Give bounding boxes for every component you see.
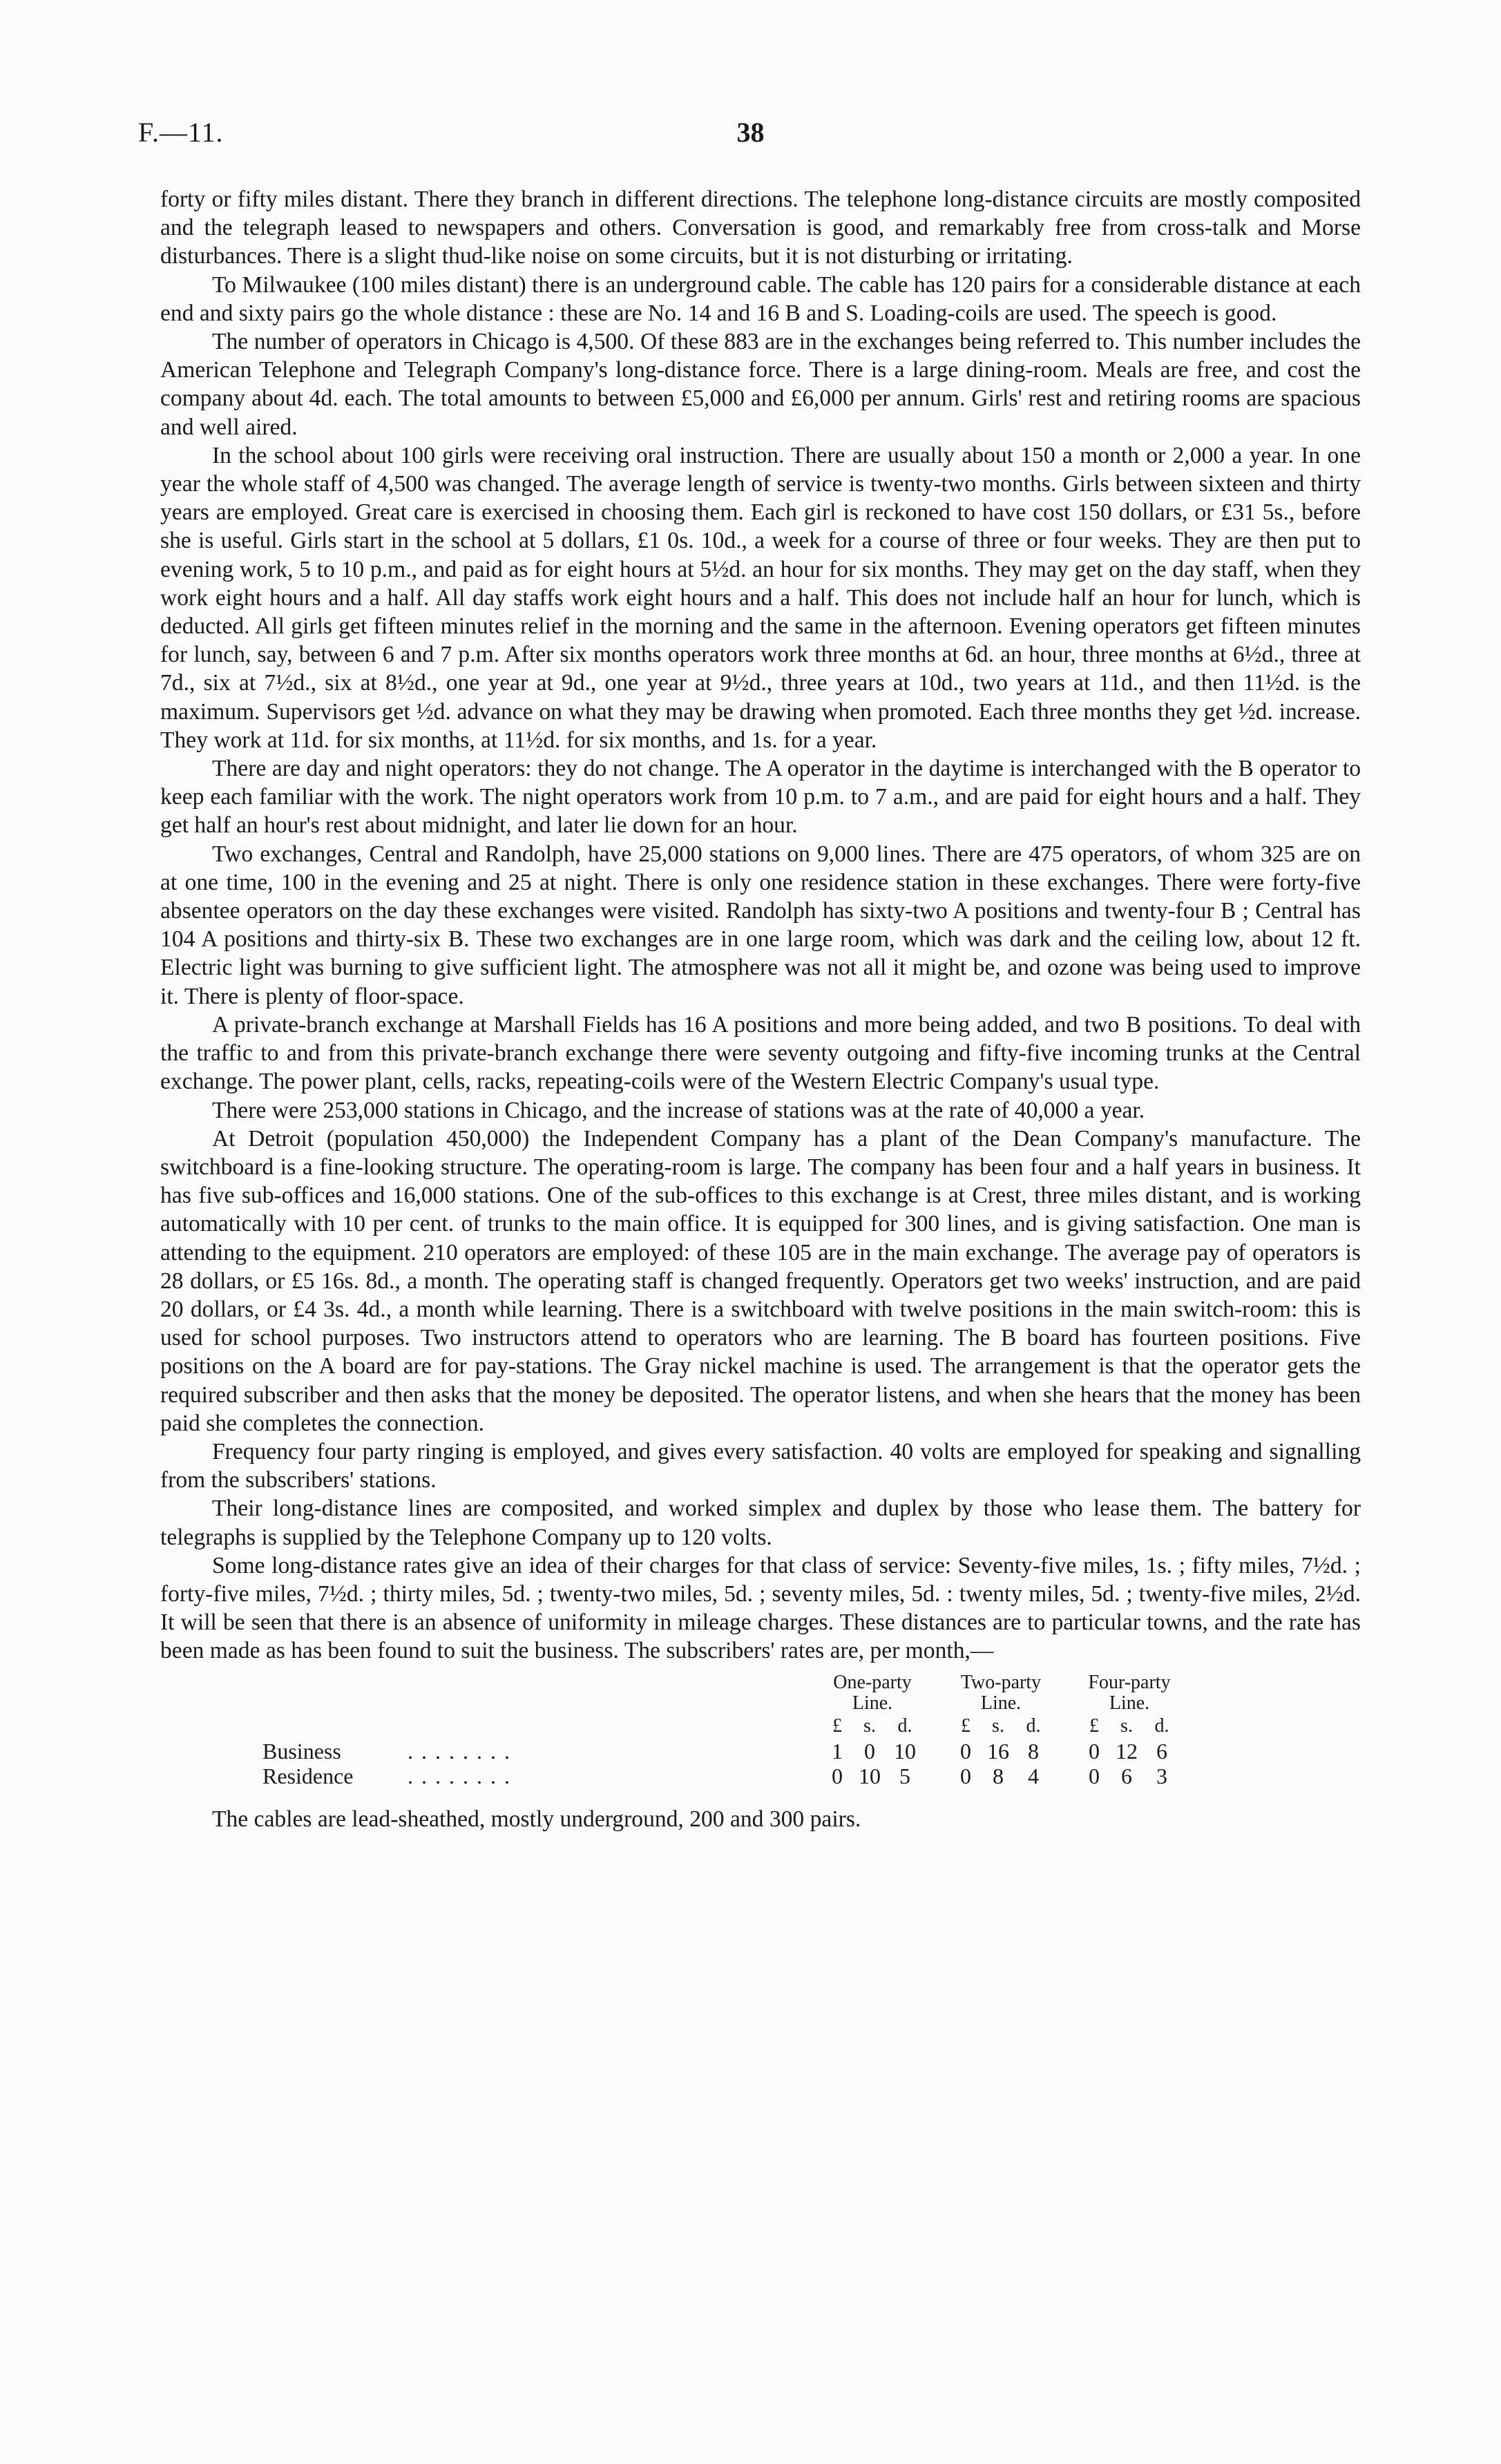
- unit-label: d.: [897, 1715, 912, 1737]
- column-header: Two-party Line.: [960, 1671, 1042, 1714]
- paragraph: The number of operators in Chicago is 4,500. Of these 883 are in the exchanges being referred to. This number includes the American Telephone and Telegraph Company's long-distance force. There is a large dining-room. Meals are free, and cost the company about 4d. each. The total amounts to between £5,000 and £6,000 per annum. Girls' rest and retiring rooms are spacious and well aired.: [160, 329, 1361, 440]
- paragraph: Frequency four party ringing is employed, and gives every satisfaction. 40 volts are employed for speaking and signalling from the subscribers' stations.: [160, 1438, 1361, 1493]
- unit-label: £: [832, 1715, 842, 1737]
- table-cell: 0: [960, 1738, 971, 1764]
- column-header: One-party Line.: [833, 1671, 912, 1714]
- paragraph: There are day and night operators: they do not change. The A operator in the daytime is interchanged with the B operator to keep each familiar with the work. The night operators work from 10 p.m. to 7 a.m., and are paid for eight hours and a half. They get half an hour's rest about midnight, and later lie down for an hour.: [160, 756, 1361, 839]
- paragraph: Their long-distance lines are composited, and worked simplex and duplex by those who lease them. The battery for telegraphs is supplied by the Telephone Company up to 120 volts.: [160, 1496, 1361, 1550]
- table-cell: 0: [1089, 1738, 1100, 1764]
- unit-label: s.: [1120, 1715, 1133, 1737]
- document-reference: F.—11.: [138, 117, 224, 148]
- page-number: 38: [736, 117, 765, 148]
- table-cell: 6: [1156, 1738, 1167, 1764]
- paragraph: Two exchanges, Central and Randolph, have 25,000 stations on 9,000 lines. There are 475 operators, of whom 325 are on at one time, 100 in the evening and 25 at night. There is only one residence station in these exchanges. There were forty-five absentee operators on the day these exchanges were visited. Randolph has sixty-two A positions and twenty-four B ; Central has 104 A positions and thirty-six B. These two exchanges are in one large room, which was dark and the ceiling low, about 12 ft. Electric light was burning to give sufficient light. The atmosphere was not all it might be, and ozone was being used to improve it. There is plenty of floor-space.: [160, 841, 1361, 1009]
- table-cell: 10: [859, 1763, 881, 1788]
- body-text: [160, 185, 1361, 1833]
- paragraph: A private-branch exchange at Marshall Fields has 16 A positions and more being added, and two B positions. To deal with the traffic to and from this private-branch exchange there were seventy outgoing and fifty-five incoming trunks at the Central exchange. The power plant, cells, racks, repeating-coils were of the Western Electric Company's usual type.: [160, 1011, 1361, 1095]
- table-cell: 0: [832, 1763, 843, 1788]
- paragraph: To Milwaukee (100 miles distant) there is an underground cable. The cable has 120 pairs for a considerable distance at each end and sixty pairs go the whole distance : these are No. 14 and 16 B and S. Loading-coils are used. The speech is good.: [160, 271, 1361, 326]
- table-cell: 16: [987, 1738, 1009, 1764]
- table-row: [262, 1764, 1180, 1788]
- table-cell: 6: [1121, 1763, 1132, 1788]
- table-cell: 5: [899, 1763, 910, 1788]
- table-header-row: [262, 1672, 1180, 1714]
- dot-leader: . . . . . . . .: [408, 1738, 511, 1764]
- table-row: [262, 1739, 1180, 1764]
- row-label: Business: [262, 1738, 341, 1764]
- page-header: [138, 116, 1363, 157]
- table-cell: 8: [993, 1763, 1004, 1788]
- subscriber-rates-table: [262, 1672, 1180, 1788]
- paragraph: At Detroit (population 450,000) the Independent Company has a plant of the Dean Company's manufacture. The switchboard is a fine-looking structure. The operating-room is large. The company has been four and a half years in business. It has five sub-offices and 16,000 stations. One of the sub-offices to this exchange is at Crest, three miles distant, and is working automatically with 10 per cent. of trunks to the main office. It is equipped for 300 lines, and is giving satisfaction. One man is attending to the equipment. 210 operators are employed: of these 105 are in the main exchange. The average pay of operators is 28 dollars, or £5 16s. 8d., a month. The operating staff is changed frequently. Operators get two weeks' instruction, and are paid 20 dollars, or £4 3s. 4d., a month while learning. There is a switchboard with twelve positions in the main switch-room: this is used for school purposes. Two instructors attend to operators who are learning. The B board has fourteen positions. Five positions on the A board are for pay-stations. The Gray nickel machine is used. The arrangement is that the operator gets the required subscriber and then asks that the money be deposited. The operator listens, and when she hears that the money has been paid she completes the connection.: [160, 1125, 1361, 1436]
- table-cell: 0: [864, 1738, 875, 1764]
- table-cell: 8: [1028, 1738, 1039, 1764]
- units-row: [262, 1714, 1180, 1739]
- unit-label: d.: [1026, 1715, 1041, 1737]
- table-cell: 4: [1028, 1763, 1039, 1788]
- column-header: Four-party Line.: [1088, 1671, 1171, 1714]
- unit-label: d.: [1154, 1715, 1169, 1737]
- unit-label: £: [961, 1715, 971, 1737]
- paragraph: In the school about 100 girls were receiving oral instruction. There are usually about 150 a month or 2,000 a year. In one year the whole staff of 4,500 was changed. The average length of service is twenty-two months. Girls between sixteen and thirty years are employed. Great care is exercised in choosing them. Each girl is reckoned to have cost 150 dollars, or £31 5s., before she is useful. Girls start in the school at 5 dollars, £1 0s. 10d., a week for a course of three or four weeks. They are then put to evening work, 5 to 10 p.m., and paid as for eight hours at 5½d. an hour for six months. They may get on the day staff, when they work eight hours and a half. All day staffs work eight hours and a half. This does not include half an hour for lunch, which is deducted. All girls get fifteen minutes relief in the morning and the same in the afternoon. Evening operators get fifteen minutes for lunch, say, between 6 and 7 p.m. After six months operators work three months at 6d. an hour, three months at 6½d., three at 7d., six at 7½d., six at 8½d., one year at 9d., one year at 9½d., three years at 10d., two years at 11d., and then 11½d. is the maximum. Supervisors get ½d. advance on what they may be drawing when promoted. Each three months they get ½d. increase. They work at 11d. for six months, at 11½d. for six months, and 1s. for a year.: [160, 442, 1361, 753]
- paragraph: There were 253,000 stations in Chicago, and the increase of stations was at the rate of 40,000 a year.: [212, 1097, 1145, 1123]
- unit-label: s.: [992, 1715, 1004, 1737]
- table-cell: 0: [960, 1763, 971, 1788]
- dot-leader: . . . . . . . .: [408, 1763, 511, 1788]
- table-cell: 10: [894, 1738, 916, 1764]
- table-cell: 12: [1116, 1738, 1138, 1764]
- paragraph: The cables are lead-sheathed, mostly underground, 200 and 300 pairs.: [212, 1806, 861, 1832]
- paragraph: Some long-distance rates give an idea of their charges for that class of service: Seventy-five miles, 1s. ; fifty miles, 7½d. ; forty-five miles, 7½d. ; thirty miles, 5d. ; twenty-two miles, 5d. ; seventy miles, 5d. : twenty miles, 5d. ; twenty-five miles, 2½d. It will be seen that there is an absence of uniformity in mileage charges. These distances are to particular towns, and the rate has been made as has been found to suit the business. The subscribers' rates are, per month,—: [160, 1552, 1361, 1664]
- row-label: Residence: [262, 1763, 354, 1788]
- unit-label: s.: [863, 1715, 876, 1737]
- table-cell: 1: [832, 1738, 843, 1764]
- table-cell: 3: [1156, 1763, 1167, 1788]
- table-cell: 0: [1089, 1763, 1100, 1788]
- paragraph: forty or fifty miles distant. There they branch in different directions. The telephone long-distance circuits are mostly composited and the telegraph leased to newspapers and others. Conversation is good, and remarkably free from cross-talk and Morse disturbances. There is a slight thud-like noise on some circuits, but it is not disturbing or irritating.: [160, 187, 1361, 269]
- unit-label: £: [1089, 1715, 1099, 1737]
